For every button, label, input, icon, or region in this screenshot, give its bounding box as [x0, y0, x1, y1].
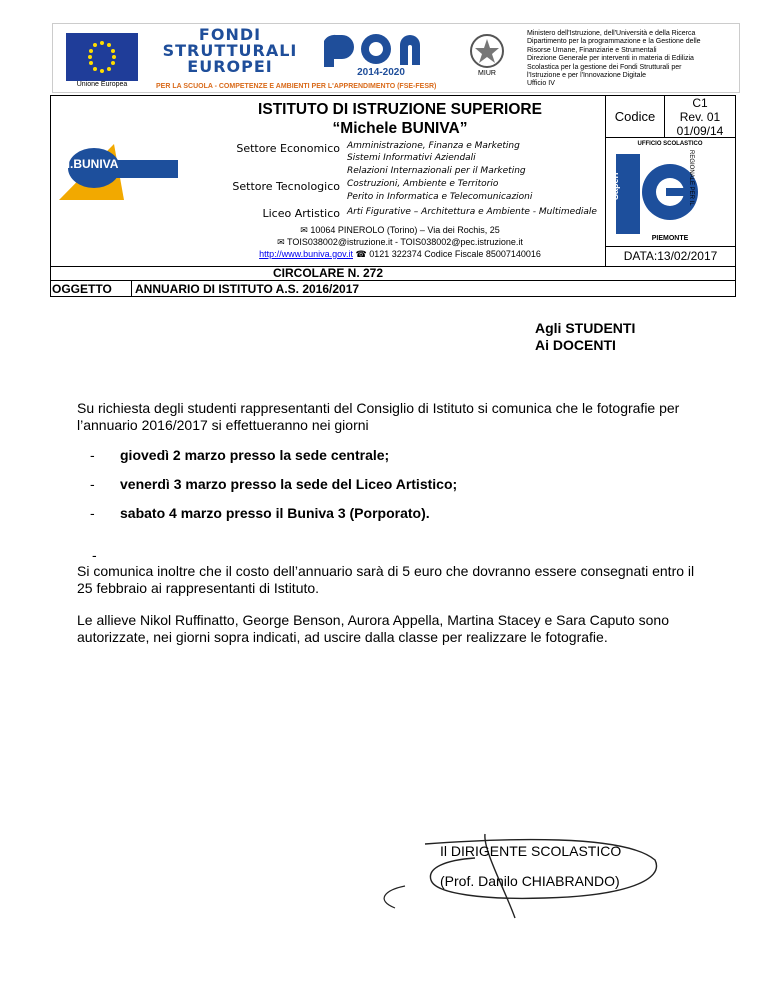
cost-paragraph: Si comunica inoltre che il costo dell’annuario sarà di 5 euro che dovranno essere consegnati entro il 25 febbraio ai rappresentanti di Istituto.	[77, 563, 695, 596]
sector-item: Amministrazione, Finanza e Marketing	[347, 141, 520, 151]
saperi-top-text: UFFICIO SCOLASTICO	[637, 141, 703, 147]
bullet-dash: -	[90, 476, 95, 492]
email-icon: ✉	[277, 237, 285, 247]
italian-republic-emblem-icon	[467, 31, 507, 71]
sector-item: Arti Figurative – Architettura e Ambiente - Multimediale	[347, 207, 597, 217]
eu-flag-logo	[66, 33, 138, 81]
envelope-icon: ✉	[300, 225, 308, 235]
signature-title: Il DIRIGENTE SCOLASTICO	[440, 843, 622, 859]
document-date: DATA:13/02/2017	[623, 249, 718, 263]
bullet-item: sabato 4 marzo presso il Buniva 3 (Porporato).	[120, 505, 430, 521]
buniva-logo	[54, 142, 182, 202]
ministry-text: Ministero dell'Istruzione, dell'Università e della Ricerca Dipartimento per la programmazione e la Gestione delle Risorse Umane, Finanziarie e Strumentali Direzione Generale per interventi in materia di Edilizia Scolastica per la gestione dei Fondi Strutturali per l'Istruzione e per l'Innovazione Digitale Ufficio IV	[527, 30, 701, 88]
school-address: ✉ 10064 PINEROLO (Torino) – Via dei Rochis, 25 ✉ TOIS038002@istruzione.it - TOIS038002@pec.istruzione.it http://www.buniva.gov.it ☎ 0121 322374 Codice Fiscale 85007140016	[259, 225, 541, 259]
institute-name: ISTITUTO DI ISTRUZIONE SUPERIORE “Michele BUNIVA”	[258, 101, 542, 137]
eu-label: Unione Europea	[76, 81, 128, 88]
sector-item: Relazioni Internazionali per il Marketing	[347, 166, 526, 176]
code-label: Codice	[614, 109, 656, 124]
fondi-strutturali-logo: FONDI STRUTTURALI EUROPEI	[162, 25, 298, 76]
saperi-bottom-text: PIEMONTE	[651, 235, 689, 242]
liceo-artistico-label: Liceo Artistico	[262, 207, 340, 220]
bullet-dash: -	[90, 447, 95, 463]
students-paragraph: Le allieve Nikol Ruffinatto, George Benson, Aurora Appella, Martina Stacey e Sara Caputo sono autorizzate, nei giorni sopra indicati, ad uscire dalla classe per realizzare le fotografie.	[77, 612, 669, 645]
pon-years: 2014-2020	[357, 67, 405, 78]
saperi-logo	[616, 140, 722, 244]
saperi-word: Saperi	[610, 172, 620, 200]
bullet-item: venerdì 3 marzo presso la sede del Liceo Artistico;	[120, 476, 458, 492]
miur-label: MIUR	[478, 70, 496, 77]
sector-item: Costruzioni, Ambiente e Territorio	[347, 179, 499, 189]
stray-dash: -	[92, 547, 97, 563]
intro-paragraph: Su richiesta degli studenti rappresentanti del Consiglio di Istituto si comunica che le fotografie per l’annuario 2016/2017 si effettueranno nei giorni	[77, 400, 680, 433]
sector-item: Sistemi Informativi Aziendali	[347, 153, 476, 163]
phone-icon: ☎	[355, 249, 367, 259]
revision-info: C1 Rev. 01 01/09/14	[676, 96, 724, 138]
sector-economico-label: Settore Economico	[236, 142, 340, 155]
bullet-item: giovedì 2 marzo presso la sede centrale;	[120, 447, 390, 463]
bullet-dash: -	[90, 505, 95, 521]
subject-divider	[131, 280, 132, 297]
website-link[interactable]: http://www.buniva.gov.it	[259, 249, 353, 259]
sector-tecnologico-label: Settore Tecnologico	[232, 180, 340, 193]
sector-item: Perito in Informatica e Telecomunicazioni	[347, 192, 533, 202]
buniva-logo-text: M.BUNIVA	[60, 157, 119, 171]
saperi-side-text: REGIONALE PER IL	[688, 150, 694, 206]
signature-name: (Prof. Danilo CHIABRANDO)	[440, 873, 620, 889]
subject-title: ANNUARIO DI ISTITUTO A.S. 2016/2017	[135, 282, 360, 296]
recipients: Agli STUDENTI Ai DOCENTI	[535, 320, 636, 353]
email-addresses[interactable]: TOIS038002@istruzione.it - TOIS038002@pec.istruzione.it	[286, 237, 523, 247]
banner-tagline: PER LA SCUOLA - COMPETENZE E AMBIENTI PER L'APPRENDIMENTO (FSE-FESR)	[156, 83, 437, 90]
circular-number: CIRCOLARE N. 272	[272, 266, 384, 280]
subject-label: OGGETTO	[52, 282, 112, 296]
